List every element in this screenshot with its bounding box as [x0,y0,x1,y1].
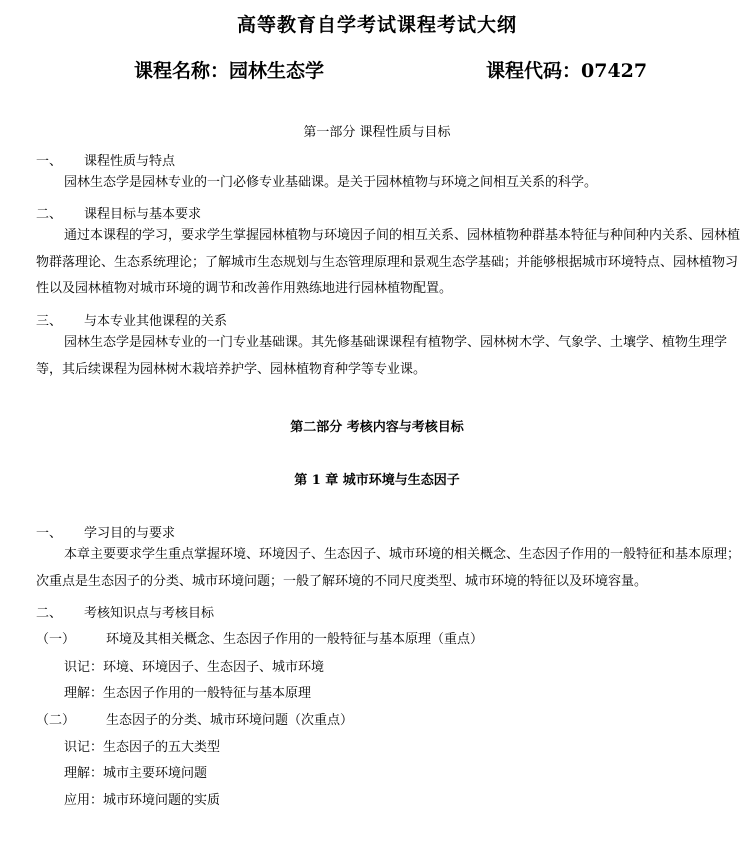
paragraph: 园林生态学是园林专业的一门必修专业基础课。是关于园林植物与环境之间相互关系的科学。 [64,175,598,190]
knowledge-point-number: （二） [36,713,76,728]
section-heading [36,310,227,329]
paragraph: 通过本课程的学习，要求学生掌握园林植物与环境因子间的相互关系、园林植物种群基本特征与种间种内关系、园林植物群落理论、生态系统理论；了解城市生态规划与生态管理原理和景观生态学基础；并能够根据城市环境特点、园林植物习性以及园林植物对城市环境的调节和改善作用熟练地进行园林植物配置。 [36,228,741,296]
section-number: 三、 [36,314,63,329]
section-number: 一、 [36,154,63,169]
section-heading [36,203,201,222]
section-number: 二、 [36,207,63,222]
section-title: 与本专业其他课程的关系 [84,314,228,329]
knowledge-point-title: 环境及其相关概念、生态因子作用的一般特征与基本原理（重点） [106,632,484,647]
chapter-title: 第 1 章 城市环境与生态因子 [294,473,460,488]
part1-title: 第一部分 课程性质与目标 [303,125,451,140]
paragraph: 园林生态学是园林专业的一门专业基础课。其先修基础课课程有植物学、园林树木学、气象学、土壤学、植物生理学等，其后续课程为园林树木栽培养护学、园林植物育种学等专业课。 [36,335,728,377]
objective-line: 理解：城市主要环境问题 [64,766,208,781]
objective-line: 识记：生态因子的五大类型 [64,740,221,755]
objective-line: 理解：生态因子作用的一般特征与基本原理 [64,686,312,701]
knowledge-point-number: （一） [36,632,76,647]
part2-title: 第二部分 考核内容与考核目标 [290,420,464,435]
section-heading [36,602,214,621]
knowledge-point-heading [36,709,353,728]
section-title: 考核知识点与考核目标 [84,606,215,621]
section-title: 课程性质与特点 [84,154,176,169]
knowledge-point-heading [36,628,483,647]
objective-line: 识记：环境、环境因子、生态因子、城市环境 [64,660,325,675]
section-heading [36,522,175,541]
knowledge-point-title: 生态因子的分类、城市环境问题（次重点） [106,713,354,728]
course-name: 课程名称：园林生态学 [134,60,325,82]
document-title: 高等教育自学考试课程考试大纲 [236,14,517,36]
paragraph: 本章主要要求学生重点掌握环境、环境因子、生态因子、城市环境的相关概念、生态因子作用的一般特征和基本原理；次重点是生态因子的分类、城市环境问题；一般了解环境的不同尺度类型、城市环境的特征以及环境容量。 [36,547,741,589]
section-title: 课程目标与基本要求 [84,207,202,222]
objective-line: 应用：城市环境问题的实质 [64,793,221,808]
course-code: 课程代码：07427 [486,60,648,82]
section-number: 一、 [36,526,63,541]
section-title: 学习目的与要求 [84,526,176,541]
section-heading [36,150,175,169]
section-number: 二、 [36,606,63,621]
